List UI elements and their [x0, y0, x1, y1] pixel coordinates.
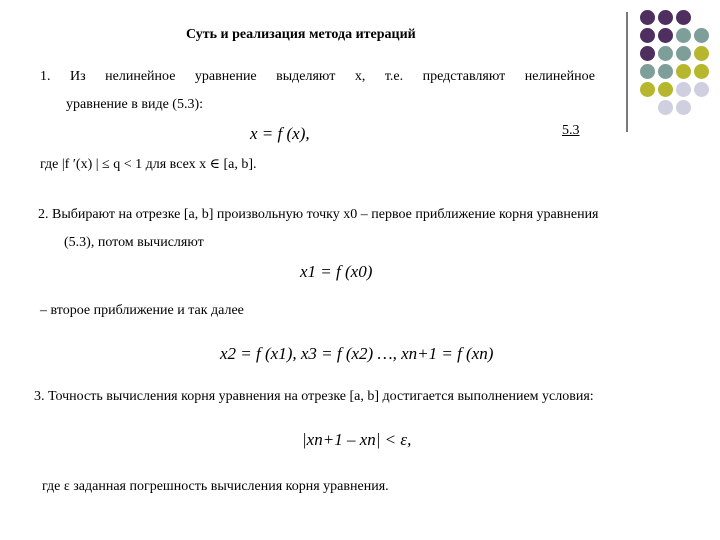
decor-dot — [694, 64, 709, 79]
decor-dot — [658, 46, 673, 61]
decor-dot — [640, 46, 655, 61]
decor-dot — [676, 46, 691, 61]
decor-dot — [676, 10, 691, 25]
step1-condition: где |f ′(x) | ≤ q < 1 для всех x ∈ [a, b]. — [40, 157, 257, 172]
step1-line1: 1. Из нелинейное уравнение выделяют x, т.е. представляют нелинейное — [40, 69, 595, 84]
step2-sequence: x2 = f (x1), x3 = f (x2) …, xn+1 = f (xn) — [220, 344, 494, 363]
decor-dot — [640, 28, 655, 43]
decor-dot — [658, 82, 673, 97]
decor-dot — [640, 64, 655, 79]
decor-dot — [694, 46, 709, 61]
decor-dot — [694, 82, 709, 97]
decor-dot — [676, 82, 691, 97]
step3-line1: 3. Точность вычисления корня уравнения на отрезке [a, b] достигается выполнением условия: — [34, 389, 594, 404]
equation-reference: 5.3 — [562, 123, 580, 138]
decor-dot — [658, 10, 673, 25]
step3-formula: |xn+1 – xn| < ε, — [302, 430, 412, 449]
decor-vertical-line — [626, 12, 628, 132]
decor-dot — [676, 100, 691, 115]
decor-dot — [658, 100, 673, 115]
step3-note: где ε заданная погрешность вычисления корня уравнения. — [42, 479, 389, 494]
decor-dot — [694, 28, 709, 43]
decor-dot — [640, 10, 655, 25]
decor-dot — [676, 28, 691, 43]
decor-dot-grid — [640, 10, 712, 120]
decor-dot — [640, 82, 655, 97]
step2-line2: (5.3), потом вычисляют — [64, 235, 204, 250]
step2-formula: x1 = f (x0) — [300, 262, 373, 281]
decor-dot — [676, 64, 691, 79]
decor-dot — [658, 64, 673, 79]
step2-line1: 2. Выбирают на отрезке [a, b] произвольную точку x0 – первое приближение корня уравнения — [38, 207, 599, 222]
step1-formula: x = f (x), — [250, 124, 310, 143]
decor-dot — [658, 28, 673, 43]
step1-line2: уравнение в виде (5.3): — [66, 97, 203, 112]
step2-after: – второе приближение и так далее — [40, 303, 244, 318]
page-title: Суть и реализация метода итераций — [186, 27, 416, 42]
